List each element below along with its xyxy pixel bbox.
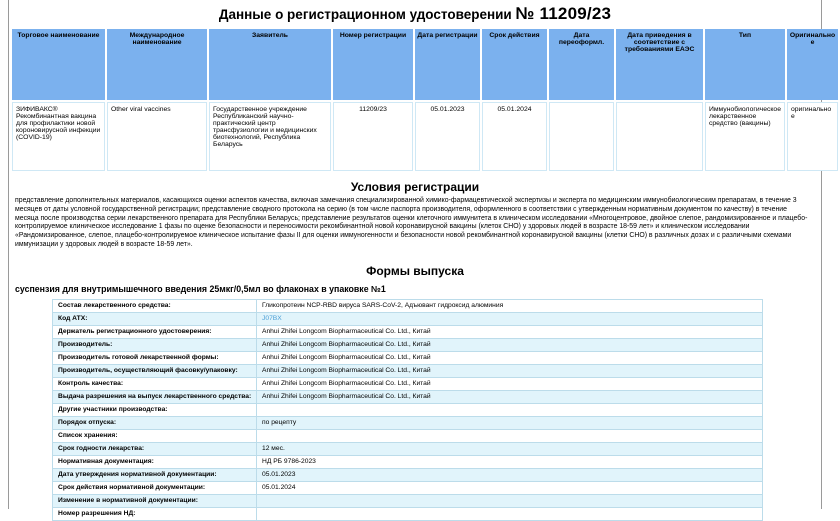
reg-cell <box>616 102 703 171</box>
form-table-row <box>53 299 763 312</box>
form-row-label: Нормативная документация: <box>53 455 257 468</box>
form-row-label: Срок годности лекарства: <box>53 442 257 455</box>
form-row-label: Контроль качества: <box>53 377 257 390</box>
form-row-value <box>257 403 763 416</box>
reg-column-header: Дата переоформл. <box>549 29 614 100</box>
form-table-row <box>53 377 763 390</box>
page-title-text: Данные о регистрационном удостоверении <box>218 7 512 22</box>
form-row-label: Производитель готовой лекарственной формы: <box>53 351 257 364</box>
form-table-row <box>53 351 763 364</box>
form-row-value: Гликопротеин NCP-RBD вируса SARS-CoV-2, Адъювант гидроксид алюминия <box>257 299 763 312</box>
reg-cell: 05.01.2023 <box>415 102 480 171</box>
form-row-label: Состав лекарственного средства: <box>53 299 257 312</box>
form-row-value: НД РБ 9786-2023 <box>257 455 763 468</box>
form-row-label: Список хранения: <box>53 429 257 442</box>
form-table-row <box>53 468 763 481</box>
release-forms-heading: Формы выпуска <box>366 263 464 278</box>
form-row-label: Изменение в нормативной документации: <box>53 494 257 507</box>
form-row-value: Anhui Zhifei Longcom Biopharmaceutical Co. Ltd., Китай <box>257 338 763 351</box>
form-row-label: Другие участники производства: <box>53 403 257 416</box>
form-table-row <box>53 494 763 507</box>
page-title <box>9 4 821 24</box>
form-row-value: Anhui Zhifei Longcom Biopharmaceutical Co. Ltd., Китай <box>257 377 763 390</box>
release-form-table <box>52 299 763 521</box>
form-row-value: Anhui Zhifei Longcom Biopharmaceutical Co. Ltd., Китай <box>257 390 763 403</box>
reg-column-header: Номер регистрации <box>333 29 413 100</box>
reg-cell: ЗИФИВАКС® Рекомбинантная вакцина для профилактики новой короновирусной инфекции (COVID-19) <box>12 102 105 171</box>
form-row-value <box>257 494 763 507</box>
form-table-row <box>53 390 763 403</box>
reg-column-header: Заявитель <box>209 29 331 100</box>
form-table-row <box>53 416 763 429</box>
form-row-value: Anhui Zhifei Longcom Biopharmaceutical Co. Ltd., Китай <box>257 325 763 338</box>
form-row-label: Срок действия нормативной документации: <box>53 481 257 494</box>
form-row-value: по рецепту <box>257 416 763 429</box>
document-page <box>8 0 836 518</box>
form-row-value: 05.01.2024 <box>257 481 763 494</box>
conditions-heading: Условия регистрации <box>350 180 480 194</box>
form-row-label: Держатель регистрационного удостоверения: <box>53 325 257 338</box>
registration-number: № 11209/23 <box>515 4 612 23</box>
conditions-text: представление дополнительных материалов, касающихся оценки аспектов качества, включая замечания специализированной химико-фармацевтической экспертизы и эксперта по медицинским иммунобиологическим препаратам, в течение 3 месяцев от даты условной государственной регистрации; представление сводного протокола на серию (в том числе паспорта производителя, оформленного в соответствии с утвержденным нормативным документом по качеству) в течение месяца после производства серии лекарственного препарата для Республики Беларусь; представление результатов оценки клеточного иммунитета в клиническом исследовании «Многоцентровое, двойное слепое, рандомизированное и плацебо-контролируемое клиническое исследование 1 фазы по оценке безопасности и переносимости рекомбинантной новой коронавирусной вакцины (клеток CHO) у здоровых людей в возрасте 18-59 лет» и клиническом исследовании «Рандомизированное, слепое, плацебо-контролируемое клиническое испытание фазы II для оценки иммуногенности и безопасности новой рекомбинантной коронавирусной вакцины (клетки CHO) в различных дозах и с различными схемами иммунизации у здоровых людей в возрасте 18-59 лет». <box>15 197 808 248</box>
form-table-row <box>53 429 763 442</box>
reg-column-header: Дата регистрации <box>415 29 480 100</box>
reg-column-header: Срок действия <box>482 29 547 100</box>
reg-cell: 11209/23 <box>333 102 413 171</box>
form-row-label: Код АТХ: <box>53 312 257 325</box>
reg-cell: оригинальное <box>787 102 838 171</box>
form-row-value: 05.01.2023 <box>257 468 763 481</box>
release-form-subtitle: суспензия для внутримышечного введения 25мкг/0,5мл во флаконах в упаковке №1 <box>15 283 386 294</box>
reg-column-header: Торговое наименование <box>12 29 105 100</box>
reg-column-header: Оригинальное <box>787 29 838 100</box>
form-row-value <box>257 312 763 325</box>
reg-column-header: Дата приведения в соответствие с требованиями ЕАЭС <box>616 29 703 100</box>
form-row-value <box>257 429 763 442</box>
registration-table <box>10 27 840 173</box>
form-table-row <box>53 312 763 325</box>
form-row-value: 12 мес. <box>257 442 763 455</box>
form-table-row <box>53 403 763 416</box>
form-table-row <box>53 364 763 377</box>
form-row-label: Порядок отпуска: <box>53 416 257 429</box>
form-row-value <box>257 507 763 520</box>
reg-column-header: Тип <box>705 29 785 100</box>
form-row-label: Дата утверждения нормативной документации: <box>53 468 257 481</box>
form-table-row <box>53 338 763 351</box>
form-table-row <box>53 442 763 455</box>
reg-column-header: Международное наименование <box>107 29 207 100</box>
form-row-value: Anhui Zhifei Longcom Biopharmaceutical Co. Ltd., Китай <box>257 351 763 364</box>
reg-cell <box>549 102 614 171</box>
form-table-row <box>53 325 763 338</box>
reg-cell: Other viral vaccines <box>107 102 207 171</box>
form-row-value: Anhui Zhifei Longcom Biopharmaceutical Co. Ltd., Китай <box>257 364 763 377</box>
form-row-label: Выдача разрешения на выпуск лекарственного средства: <box>53 390 257 403</box>
reg-cell: 05.01.2024 <box>482 102 547 171</box>
form-row-label: Производитель, осуществляющий фасовку/упаковку: <box>53 364 257 377</box>
form-table-row <box>53 455 763 468</box>
registration-table-header <box>12 29 838 100</box>
reg-cell: Иммунобиологическое лекарственное средство (вакцины) <box>705 102 785 171</box>
reg-cell: Государственное учреждение Республиканский научно-практический центр трансфузиологии и медицинских биотехнологий, Республика Беларусь <box>209 102 331 171</box>
atc-code-link[interactable]: J07BX <box>262 315 282 323</box>
form-table-row <box>53 481 763 494</box>
form-table-row <box>53 507 763 520</box>
form-row-label: Номер разрешения НД: <box>53 507 257 520</box>
form-row-label: Производитель: <box>53 338 257 351</box>
registration-table-row <box>12 102 838 171</box>
